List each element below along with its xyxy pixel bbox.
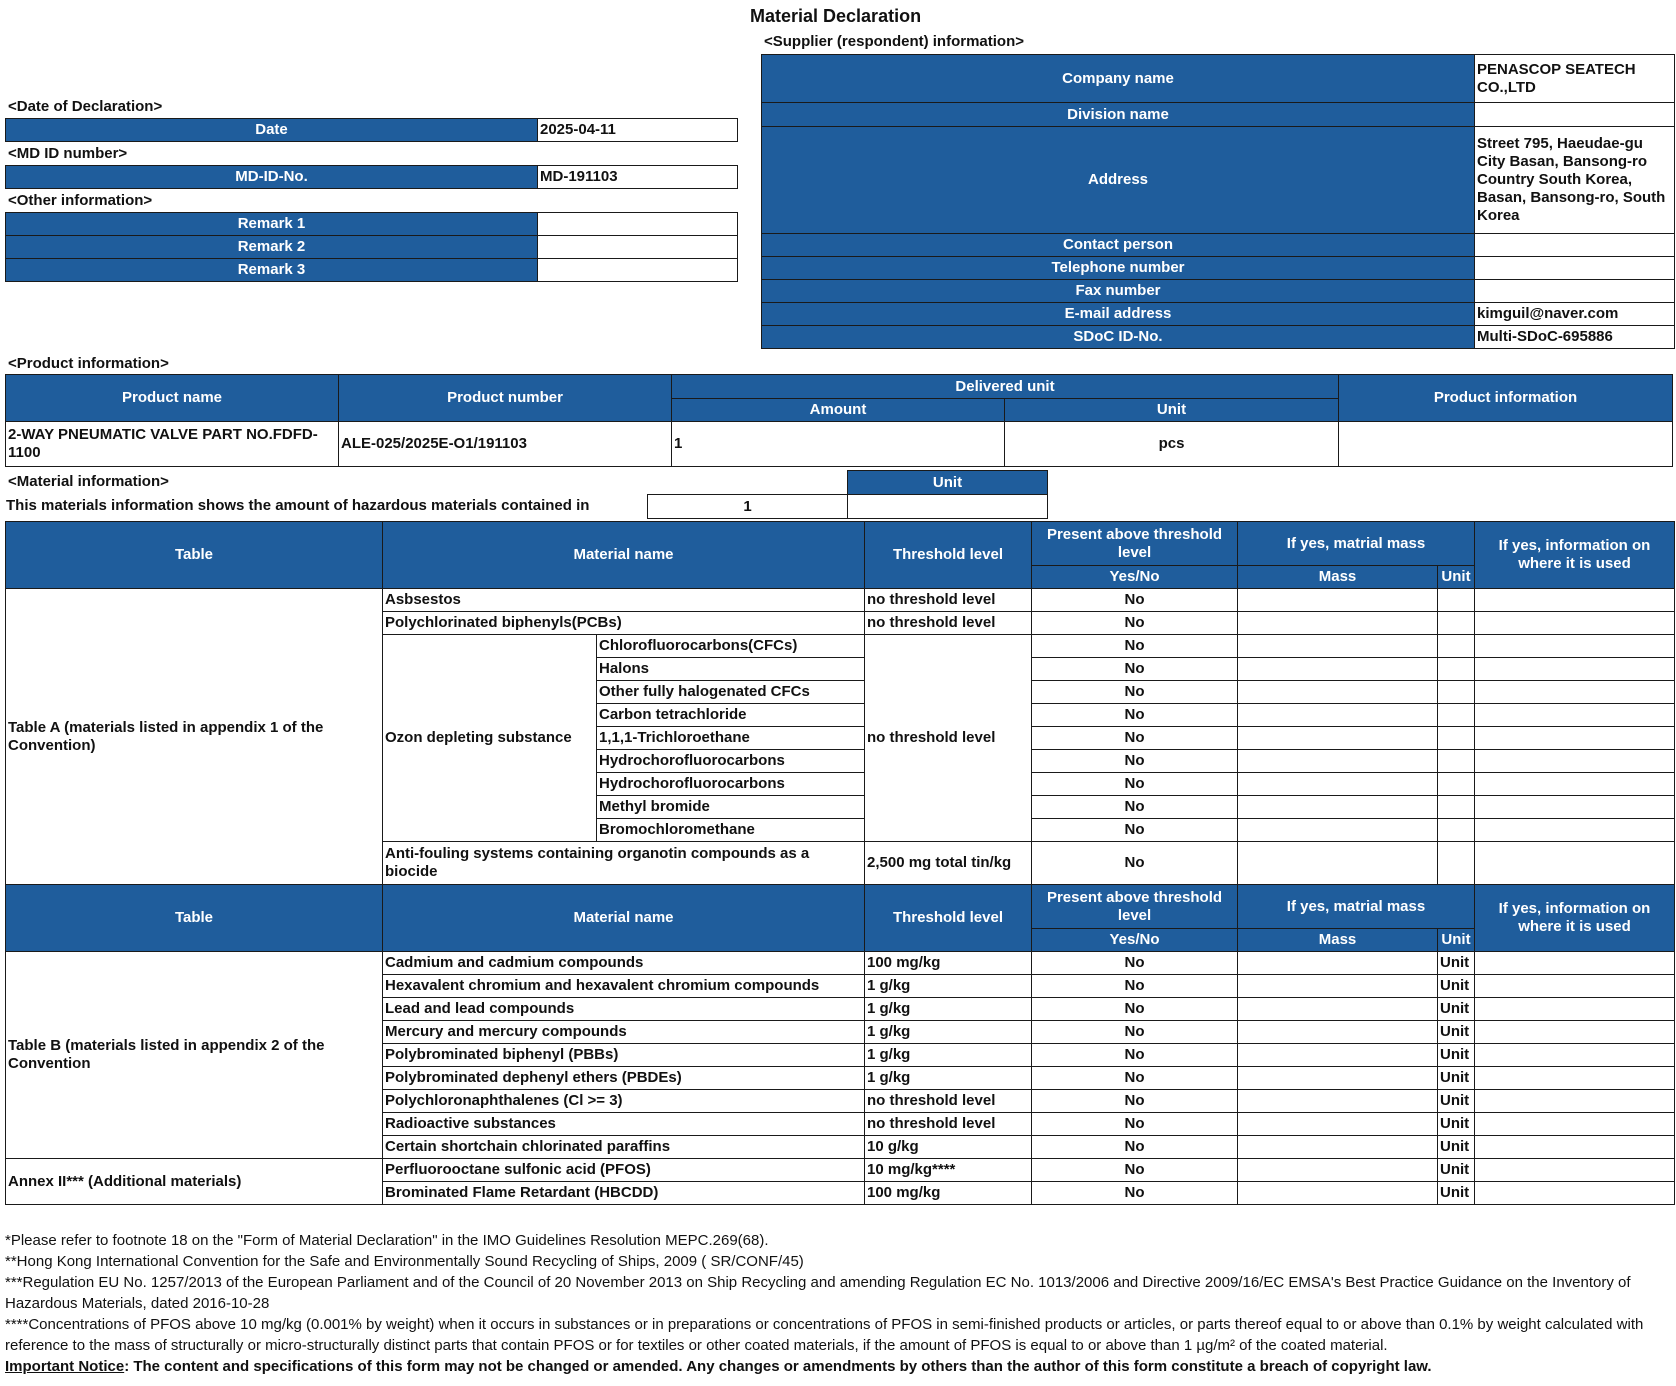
mass-field[interactable] — [1238, 796, 1438, 819]
supplier-field-value[interactable]: Street 795, Haeudae-gu City Basan, Bansong-ro Country South Korea, Basan, Bansong-ro, South Korea — [1475, 127, 1675, 234]
present-value[interactable]: No — [1032, 1067, 1238, 1090]
delivered-unit-header: Delivered unit — [672, 375, 1339, 399]
present-value[interactable]: No — [1032, 952, 1238, 975]
material-name: Anti-fouling systems containing organotin compounds as a biocide — [383, 842, 865, 885]
material-name: Mercury and mercury compounds — [383, 1021, 865, 1044]
unit-field[interactable] — [1438, 658, 1475, 681]
mass-field[interactable] — [1238, 1021, 1438, 1044]
material-name: Lead and lead compounds — [383, 998, 865, 1021]
mass-field[interactable] — [1238, 773, 1438, 796]
table-b-ifmass-header: If yes, matrial mass — [1238, 885, 1475, 929]
threshold-value: 10 g/kg — [865, 1136, 1032, 1159]
material-unit-table — [647, 470, 1048, 519]
where-used-field[interactable] — [1475, 1021, 1675, 1044]
unit-field[interactable]: Unit — [1438, 998, 1475, 1021]
supplier-field-value[interactable] — [1475, 280, 1675, 303]
threshold-value: 100 mg/kg — [865, 952, 1032, 975]
table-a-where-header: If yes, information on where it is used — [1475, 522, 1675, 589]
material-name: Hydrochorofluorocarbons — [597, 773, 865, 796]
supplier-field-value[interactable]: kimguil@naver.com — [1475, 303, 1675, 326]
ozone-group-label: Ozon depleting substance — [383, 635, 597, 842]
table-a-present-header: Present above threshold level — [1032, 522, 1238, 566]
footnote: ***Regulation EU No. 1257/2013 of the European Parliament and of the Council of 20 November 2013 on Ship Recycling and amending Regulation EC No. 1013/2006 and Directive 2009/16/EC EMSA's Best Practice Guidance on the Inventory of Hazardous Materials, dated 2016-10-28 — [5, 1274, 1631, 1312]
present-value[interactable]: No — [1032, 975, 1238, 998]
mass-field[interactable] — [1238, 998, 1438, 1021]
present-value[interactable]: No — [1032, 727, 1238, 750]
where-used-field[interactable] — [1475, 998, 1675, 1021]
material-name: Hexavalent chromium and hexavalent chromium compounds — [383, 975, 865, 998]
where-used-field[interactable] — [1475, 750, 1675, 773]
mass-field[interactable] — [1238, 635, 1438, 658]
remarks-table — [5, 212, 738, 282]
present-value[interactable]: No — [1032, 1182, 1238, 1205]
present-value[interactable]: No — [1032, 842, 1238, 885]
remark-field[interactable] — [538, 213, 738, 236]
mass-field[interactable] — [1238, 727, 1438, 750]
table-b-present-header: Present above threshold level — [1032, 885, 1238, 929]
where-used-field[interactable] — [1475, 773, 1675, 796]
important-notice — [5, 1356, 1670, 1377]
table-a-table-header: Table — [6, 522, 383, 589]
where-used-field[interactable] — [1475, 1159, 1675, 1182]
supplier-field-value[interactable] — [1475, 234, 1675, 257]
unit-field[interactable] — [1438, 773, 1475, 796]
threshold-value: 1 g/kg — [865, 998, 1032, 1021]
date-label: Date — [6, 119, 538, 142]
table-a-threshold-header: Threshold level — [865, 522, 1032, 589]
unit-field[interactable]: Unit — [1438, 1044, 1475, 1067]
footnote: **Hong Kong International Convention for the Safe and Environmentally Sound Recycling of Ships, 2009 ( SR/CONF/45) — [5, 1253, 804, 1270]
threshold-value: no threshold level — [865, 1090, 1032, 1113]
hazardous-materials-table — [5, 521, 1675, 1205]
unit-field[interactable]: Unit — [1438, 1182, 1475, 1205]
material-name: Bromochloromethane — [597, 819, 865, 842]
table-b-mass-header: Mass — [1238, 929, 1438, 952]
where-used-field[interactable] — [1475, 975, 1675, 998]
material-statement: This materials information shows the amount of hazardous materials contained in — [6, 497, 590, 514]
unit-field[interactable] — [1438, 704, 1475, 727]
present-value[interactable]: No — [1032, 612, 1238, 635]
supplier-field-label: Contact person — [762, 234, 1475, 257]
annex-label: Annex II*** (Additional materials) — [6, 1159, 383, 1205]
material-name: Polybrominated dephenyl ethers (PBDEs) — [383, 1067, 865, 1090]
table-b-threshold-header: Threshold level — [865, 885, 1032, 952]
present-value[interactable]: No — [1032, 1136, 1238, 1159]
md-id-field[interactable]: MD-191103 — [538, 166, 738, 189]
mass-field[interactable] — [1238, 1182, 1438, 1205]
supplier-field-value[interactable]: PENASCOP SEATECH CO.,LTD — [1475, 55, 1675, 103]
supplier-field-label: SDoC ID-No. — [762, 326, 1475, 349]
unit-field[interactable]: Unit — [1438, 952, 1475, 975]
material-name: Methyl bromide — [597, 796, 865, 819]
where-used-field[interactable] — [1475, 681, 1675, 704]
unit-field[interactable] — [1438, 681, 1475, 704]
remark-label: Remark 1 — [6, 213, 538, 236]
material-name: Polychlorinated biphenyls(PCBs) — [383, 612, 865, 635]
unit-field[interactable] — [1438, 727, 1475, 750]
where-used-field[interactable] — [1475, 952, 1675, 975]
mass-field[interactable] — [1238, 1159, 1438, 1182]
present-value[interactable]: No — [1032, 750, 1238, 773]
footnote: ****Concentrations of PFOS above 10 mg/kg (0.001% by weight) when it occurs in substances or in preparations or concentrations of PFOS in semi-finished products or articles, or parts thereof equal to or above than 0.1% by weight calculated with reference to the mass of structurally or micro-structurally distinct parts that contain PFOS or for textiles or other coated materials, if the amount of PFOS is equal to or above than 1 µg/m² of the coated material. — [5, 1316, 1644, 1354]
other-section-label: <Other information> — [8, 192, 153, 209]
threshold-value: 1 g/kg — [865, 975, 1032, 998]
present-value[interactable]: No — [1032, 1159, 1238, 1182]
present-value[interactable]: No — [1032, 796, 1238, 819]
footnote: *Please refer to footnote 18 on the "Form of Material Declaration" in the IMO Guidelines Resolution MEPC.269(68). — [5, 1232, 769, 1249]
mass-field[interactable] — [1238, 1090, 1438, 1113]
md-table — [5, 165, 738, 189]
mass-field[interactable] — [1238, 952, 1438, 975]
material-name: Radioactive substances — [383, 1113, 865, 1136]
material-name: Hydrochorofluorocarbons — [597, 750, 865, 773]
where-used-field[interactable] — [1475, 727, 1675, 750]
present-value[interactable]: No — [1032, 635, 1238, 658]
table-a-label: Table A (materials listed in appendix 1 of the Convention) — [6, 589, 383, 885]
supplier-field-label: Division name — [762, 103, 1475, 127]
unit-field[interactable]: Unit — [1438, 1113, 1475, 1136]
mass-field[interactable] — [1238, 975, 1438, 998]
present-value[interactable]: No — [1032, 681, 1238, 704]
table-b-label: Table B (materials listed in appendix 2 of the Convention — [6, 952, 383, 1159]
threshold-value: 1 g/kg — [865, 1021, 1032, 1044]
material-name: Halons — [597, 658, 865, 681]
material-name: Brominated Flame Retardant (HBCDD) — [383, 1182, 865, 1205]
where-used-field[interactable] — [1475, 1182, 1675, 1205]
supplier-field-label: Fax number — [762, 280, 1475, 303]
material-quantity-field[interactable]: 1 — [648, 495, 848, 519]
product-number-header: Product number — [339, 375, 672, 422]
where-used-field[interactable] — [1475, 796, 1675, 819]
material-name: Polybrominated biphenyl (PBBs) — [383, 1044, 865, 1067]
unit-field[interactable] — [1438, 819, 1475, 842]
where-used-field[interactable] — [1475, 1136, 1675, 1159]
where-used-field[interactable] — [1475, 842, 1675, 885]
remark-label: Remark 3 — [6, 259, 538, 282]
unit-field[interactable] — [1438, 796, 1475, 819]
remark-label: Remark 2 — [6, 236, 538, 259]
where-used-field[interactable] — [1475, 612, 1675, 635]
threshold-value: 1 g/kg — [865, 1044, 1032, 1067]
unit-field[interactable]: Unit — [1438, 1136, 1475, 1159]
supplier-field-value[interactable]: Multi-SDoC-695886 — [1475, 326, 1675, 349]
where-used-field[interactable] — [1475, 704, 1675, 727]
unit-field[interactable] — [1438, 750, 1475, 773]
present-value[interactable]: No — [1032, 998, 1238, 1021]
mass-field[interactable] — [1238, 612, 1438, 635]
present-value[interactable]: No — [1032, 1113, 1238, 1136]
threshold-value: no threshold level — [865, 589, 1032, 612]
md-section-label: <MD ID number> — [8, 145, 128, 162]
product-name-value: 2-WAY PNEUMATIC VALVE PART NO.FDFD-1100 — [6, 422, 339, 467]
md-id-label: MD-ID-No. — [6, 166, 538, 189]
product-info-value[interactable] — [1339, 422, 1673, 467]
present-value[interactable]: No — [1032, 1044, 1238, 1067]
unit-field[interactable] — [1438, 589, 1475, 612]
where-used-field[interactable] — [1475, 1044, 1675, 1067]
mass-field[interactable] — [1238, 1113, 1438, 1136]
supplier-section-label: <Supplier (respondent) information> — [764, 33, 1025, 50]
where-used-field[interactable] — [1475, 658, 1675, 681]
mass-field[interactable] — [1238, 681, 1438, 704]
threshold-value: no threshold level — [865, 1113, 1032, 1136]
material-unit-field[interactable] — [848, 495, 1048, 519]
material-name: Chlorofluorocarbons(CFCs) — [597, 635, 865, 658]
table-a-mass-header: Mass — [1238, 566, 1438, 589]
table-a-ifmass-header: If yes, matrial mass — [1238, 522, 1475, 566]
material-name: Other fully halogenated CFCs — [597, 681, 865, 704]
supplier-field-label: Address — [762, 127, 1475, 234]
threshold-value: 2,500 mg total tin/kg — [865, 842, 1032, 885]
unit-field[interactable]: Unit — [1438, 1067, 1475, 1090]
date-table — [5, 118, 738, 142]
material-name: Asbsestos — [383, 589, 865, 612]
threshold-value: no threshold level — [865, 635, 1032, 842]
material-name: Carbon tetrachloride — [597, 704, 865, 727]
page-title: Material Declaration — [750, 6, 922, 26]
where-used-field[interactable] — [1475, 635, 1675, 658]
table-b-table-header: Table — [6, 885, 383, 952]
amount-value[interactable]: 1 — [672, 422, 1005, 467]
material-section-label: <Material information> — [8, 473, 169, 490]
unit-value[interactable]: pcs — [1005, 422, 1339, 467]
mass-field[interactable] — [1238, 750, 1438, 773]
threshold-value: 10 mg/kg**** — [865, 1159, 1032, 1182]
supplier-table — [761, 54, 1675, 349]
present-value[interactable]: No — [1032, 658, 1238, 681]
product-name-header: Product name — [6, 375, 339, 422]
table-b-where-header: If yes, information on where it is used — [1475, 885, 1675, 952]
mass-field[interactable] — [1238, 842, 1438, 885]
footnotes — [5, 1230, 1670, 1377]
unit-header: Unit — [1005, 399, 1339, 422]
notice-text: : The content and specifications of this form may not be changed or amended. Any changes or amendments by others than the author of this form constitute a breach of copyright law. — [124, 1358, 1432, 1375]
mass-field[interactable] — [1238, 658, 1438, 681]
present-value[interactable]: No — [1032, 1021, 1238, 1044]
unit-field[interactable]: Unit — [1438, 1090, 1475, 1113]
present-value[interactable]: No — [1032, 704, 1238, 727]
table-b-unit-header: Unit — [1438, 929, 1475, 952]
date-field[interactable]: 2025-04-11 — [538, 119, 738, 142]
remark-field[interactable] — [538, 236, 738, 259]
supplier-field-label: E-mail address — [762, 303, 1475, 326]
product-table — [5, 374, 1673, 467]
unit-field[interactable]: Unit — [1438, 1159, 1475, 1182]
unit-field[interactable]: Unit — [1438, 975, 1475, 998]
threshold-value: 100 mg/kg — [865, 1182, 1032, 1205]
product-section-label: <Product information> — [8, 355, 169, 372]
supplier-field-value[interactable] — [1475, 103, 1675, 127]
material-name: Cadmium and cadmium compounds — [383, 952, 865, 975]
unit-field[interactable] — [1438, 842, 1475, 885]
material-name: Perfluorooctane sulfonic acid (PFOS) — [383, 1159, 865, 1182]
where-used-field[interactable] — [1475, 819, 1675, 842]
amount-header: Amount — [672, 399, 1005, 422]
material-unit-header: Unit — [848, 471, 1048, 495]
unit-field[interactable]: Unit — [1438, 1021, 1475, 1044]
material-name: Certain shortchain chlorinated paraffins — [383, 1136, 865, 1159]
product-number-value: ALE-025/2025E-O1/191103 — [339, 422, 672, 467]
mass-field[interactable] — [1238, 704, 1438, 727]
where-used-field[interactable] — [1475, 589, 1675, 612]
present-value[interactable]: No — [1032, 773, 1238, 796]
present-value[interactable]: No — [1032, 819, 1238, 842]
table-a-unit-header: Unit — [1438, 566, 1475, 589]
supplier-field-value[interactable] — [1475, 257, 1675, 280]
present-value[interactable]: No — [1032, 1090, 1238, 1113]
where-used-field[interactable] — [1475, 1090, 1675, 1113]
where-used-field[interactable] — [1475, 1113, 1675, 1136]
date-section-label: <Date of Declaration> — [8, 98, 163, 115]
threshold-value: 1 g/kg — [865, 1067, 1032, 1090]
present-value[interactable]: No — [1032, 589, 1238, 612]
mass-field[interactable] — [1238, 1067, 1438, 1090]
notice-label: Important Notice — [5, 1358, 125, 1375]
table-a-material-header: Material name — [383, 522, 865, 589]
table-a-yesno-header: Yes/No — [1032, 566, 1238, 589]
mass-field[interactable] — [1238, 1044, 1438, 1067]
product-info-header: Product information — [1339, 375, 1673, 422]
mass-field[interactable] — [1238, 819, 1438, 842]
material-name: Polychloronaphthalenes (Cl >= 3) — [383, 1090, 865, 1113]
unit-field[interactable] — [1438, 612, 1475, 635]
threshold-value: no threshold level — [865, 612, 1032, 635]
mass-field[interactable] — [1238, 1136, 1438, 1159]
unit-field[interactable] — [1438, 635, 1475, 658]
remark-field[interactable] — [538, 259, 738, 282]
mass-field[interactable] — [1238, 589, 1438, 612]
supplier-field-label: Company name — [762, 55, 1475, 103]
where-used-field[interactable] — [1475, 1067, 1675, 1090]
material-name: 1,1,1-Trichloroethane — [597, 727, 865, 750]
supplier-field-label: Telephone number — [762, 257, 1475, 280]
table-b-material-header: Material name — [383, 885, 865, 952]
table-b-yesno-header: Yes/No — [1032, 929, 1238, 952]
